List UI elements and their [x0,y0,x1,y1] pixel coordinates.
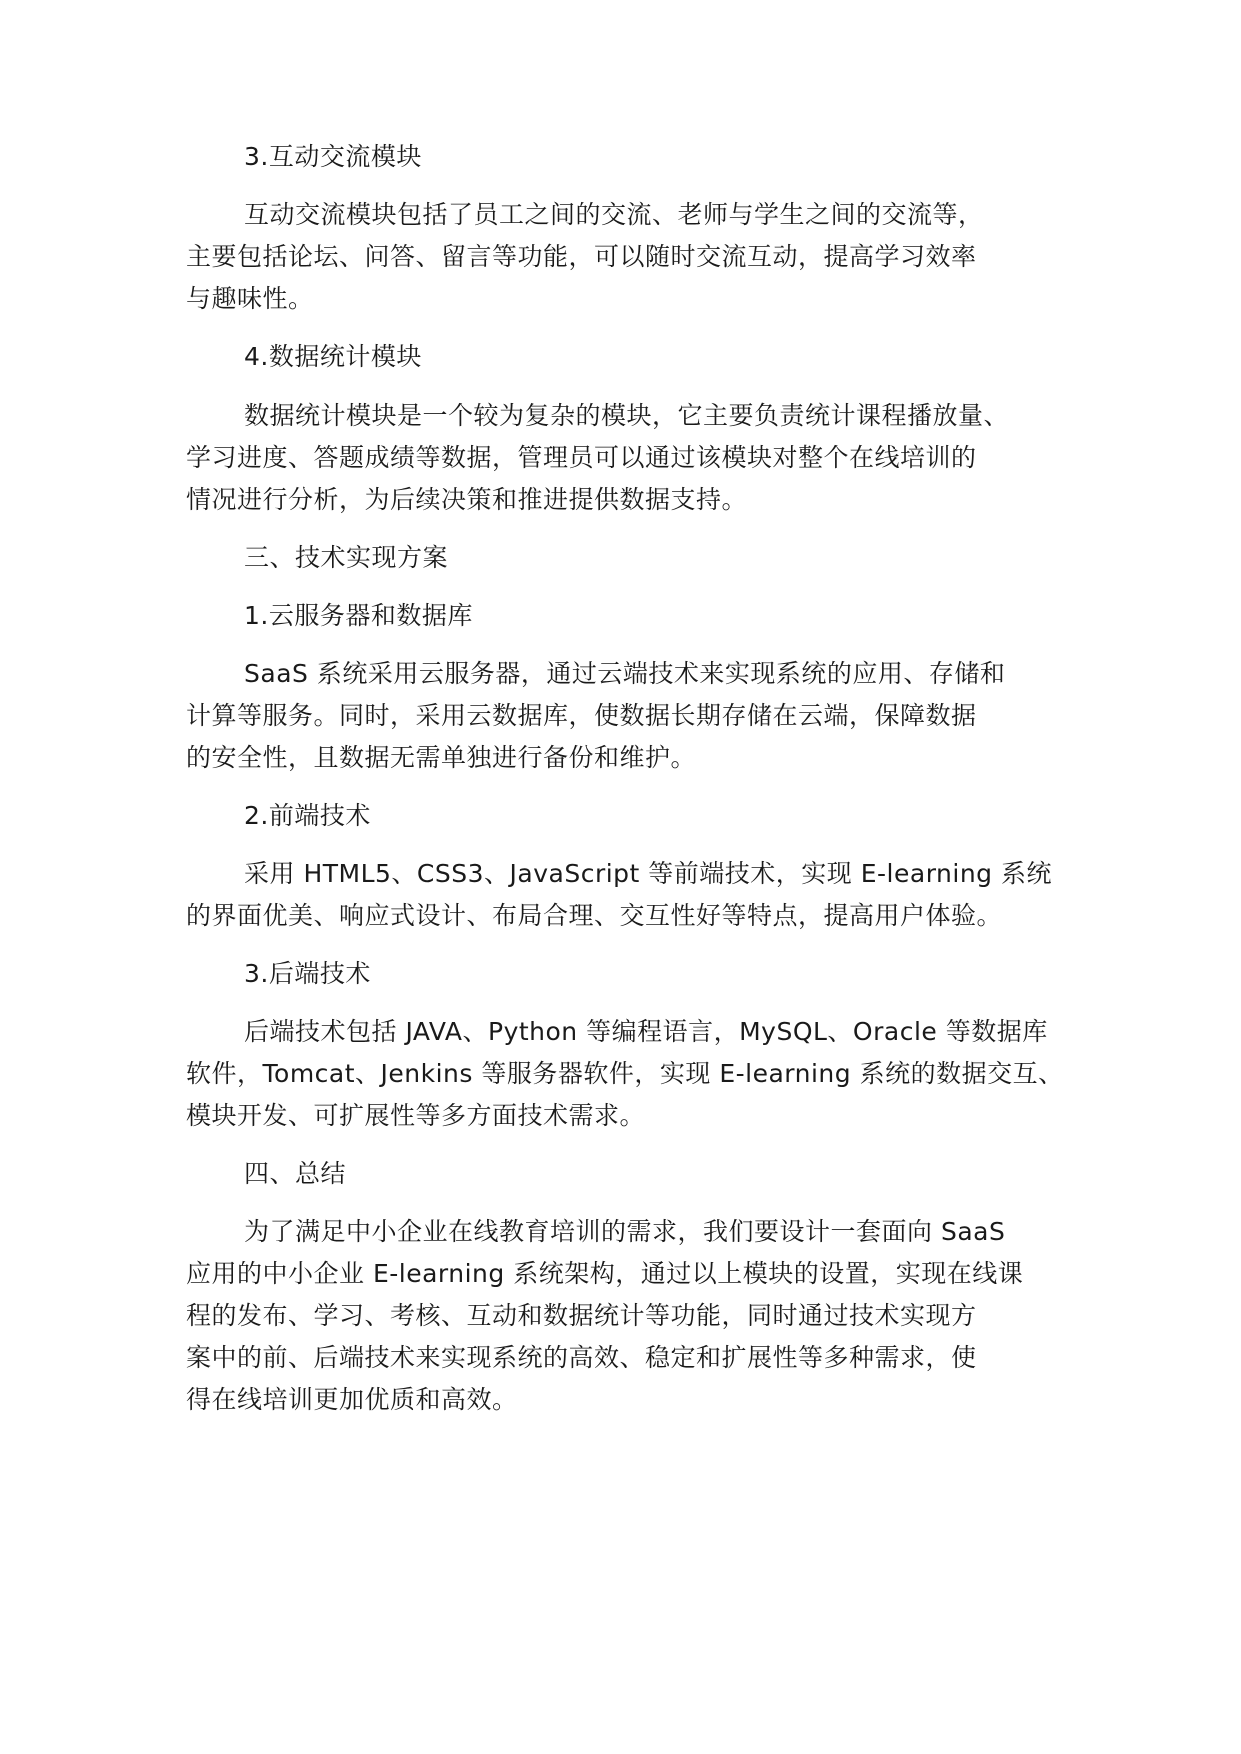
paragraph-line: 案中的前、后端技术来实现系统的高效、稳定和扩展性等多种需求，使 [186,1343,977,1372]
paragraph-line: 模块开发、可扩展性等多方面技术需求。 [186,1101,646,1130]
paragraph-line: SaaS 系统采用云服务器，通过云端技术来实现系统的应用、存储和 [244,659,1006,688]
section-heading: 2.前端技术 [244,801,371,830]
section-heading: 1.云服务器和数据库 [244,601,473,630]
paragraph-line: 情况进行分析，为后续决策和推进提供数据支持。 [186,485,748,514]
section-heading: 3.后端技术 [244,959,371,988]
paragraph-line: 后端技术包括 JAVA、Python 等编程语言，MySQL、Oracle 等数据库 [244,1017,1048,1046]
section-heading: 4.数据统计模块 [244,342,422,371]
paragraph-line: 与趣味性。 [186,284,314,313]
paragraph-line: 采用 HTML5、CSS3、JavaScript 等前端技术，实现 E-learning 系统 [244,859,1052,888]
paragraph-line: 得在线培训更加优质和高效。 [186,1385,518,1414]
paragraph-line: 互动交流模块包括了员工之间的交流、老师与学生之间的交流等， [244,200,984,229]
paragraph-line: 为了满足中小企业在线教育培训的需求，我们要设计一套面向 SaaS [244,1217,1006,1246]
paragraph-line: 应用的中小企业 E-learning 系统架构，通过以上模块的设置，实现在线课 [186,1259,1024,1288]
paragraph-line: 软件，Tomcat、Jenkins 等服务器软件，实现 E-learning 系统的数据交互、 [186,1059,1064,1088]
paragraph-line: 主要包括论坛、问答、留言等功能，可以随时交流互动，提高学习效率 [186,242,977,271]
paragraph-line: 的安全性，且数据无需单独进行备份和维护。 [186,743,697,772]
paragraph-line: 的界面优美、响应式设计、布局合理、交互性好等特点，提高用户体验。 [186,901,1003,930]
paragraph-line: 学习进度、答题成绩等数据，管理员可以通过该模块对整个在线培训的 [186,443,977,472]
section-heading: 3.互动交流模块 [244,142,422,171]
paragraph-line: 程的发布、学习、考核、互动和数据统计等功能，同时通过技术实现方 [186,1301,977,1330]
chapter-heading: 三、技术实现方案 [244,543,449,572]
paragraph-line: 数据统计模块是一个较为复杂的模块，它主要负责统计课程播放量、 [244,401,1010,430]
chapter-heading: 四、总结 [244,1159,347,1188]
paragraph-line: 计算等服务。同时，采用云数据库，使数据长期存储在云端，保障数据 [186,701,977,730]
